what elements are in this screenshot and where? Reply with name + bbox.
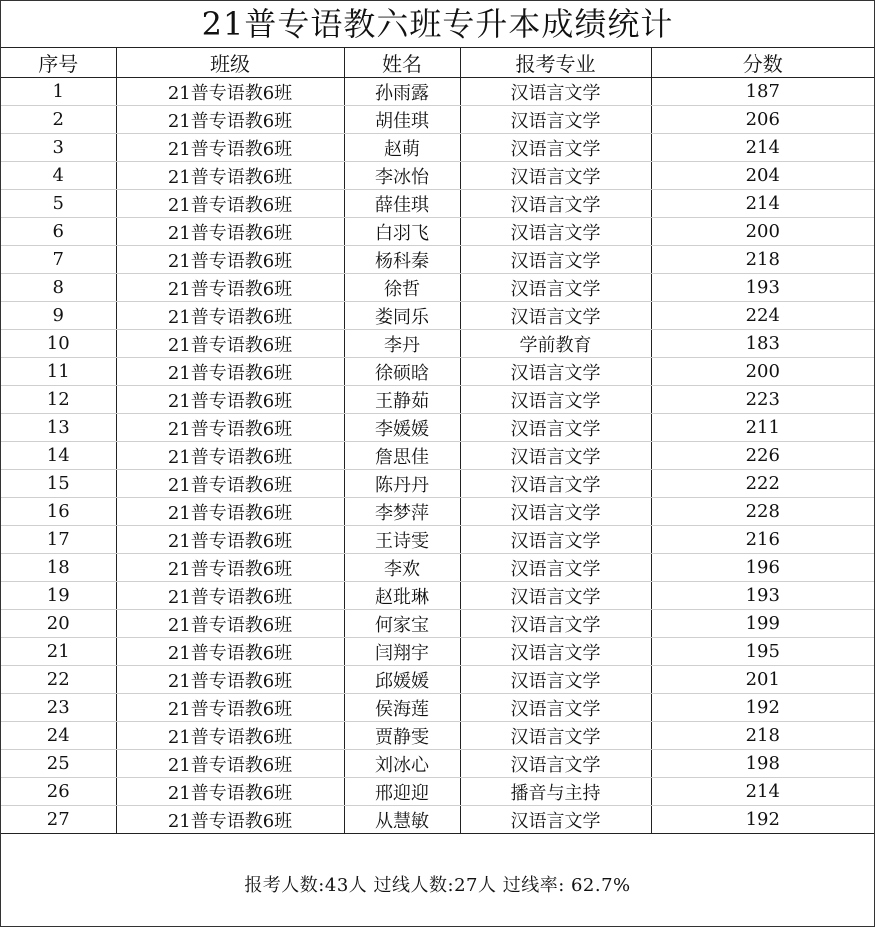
cell-no: 15 [1, 470, 116, 498]
cell-score: 192 [651, 694, 874, 722]
cell-no: 20 [1, 610, 116, 638]
cell-score: 200 [651, 358, 874, 386]
cell-no: 4 [1, 162, 116, 190]
cell-name: 从慧敏 [344, 806, 460, 834]
cell-score: 214 [651, 778, 874, 806]
cell-class: 21普专语教6班 [116, 610, 344, 638]
cell-class: 21普专语教6班 [116, 582, 344, 610]
cell-score: 204 [651, 162, 874, 190]
cell-no: 27 [1, 806, 116, 834]
cell-class: 21普专语教6班 [116, 274, 344, 302]
cell-name: 娄同乐 [344, 302, 460, 330]
table-row [1, 750, 874, 778]
cell-class: 21普专语教6班 [116, 330, 344, 358]
cell-no: 3 [1, 134, 116, 162]
cell-major: 汉语言文学 [460, 162, 651, 190]
cell-name: 闫翔宇 [344, 638, 460, 666]
cell-no: 17 [1, 526, 116, 554]
table-row [1, 78, 874, 106]
cell-name: 邱媛媛 [344, 666, 460, 694]
table-row [1, 694, 874, 722]
cell-no: 22 [1, 666, 116, 694]
cell-name: 王诗雯 [344, 526, 460, 554]
cell-class: 21普专语教6班 [116, 218, 344, 246]
cell-major: 汉语言文学 [460, 638, 651, 666]
table-row [1, 638, 874, 666]
table-row [1, 806, 874, 834]
cell-score: 216 [651, 526, 874, 554]
cell-class: 21普专语教6班 [116, 190, 344, 218]
table-row [1, 582, 874, 610]
cell-major: 汉语言文学 [460, 554, 651, 582]
cell-name: 杨科秦 [344, 246, 460, 274]
table-row [1, 162, 874, 190]
cell-class: 21普专语教6班 [116, 806, 344, 834]
table-row [1, 666, 874, 694]
cell-score: 187 [651, 78, 874, 106]
cell-score: 223 [651, 386, 874, 414]
cell-class: 21普专语教6班 [116, 162, 344, 190]
table-row [1, 554, 874, 582]
header-score: 分数 [651, 48, 874, 78]
table-row [1, 246, 874, 274]
cell-class: 21普专语教6班 [116, 302, 344, 330]
cell-name: 詹思佳 [344, 442, 460, 470]
cell-no: 11 [1, 358, 116, 386]
cell-name: 孙雨露 [344, 78, 460, 106]
cell-class: 21普专语教6班 [116, 470, 344, 498]
cell-no: 1 [1, 78, 116, 106]
cell-major: 汉语言文学 [460, 358, 651, 386]
cell-major: 汉语言文学 [460, 526, 651, 554]
cell-class: 21普专语教6班 [116, 386, 344, 414]
cell-major: 汉语言文学 [460, 78, 651, 106]
cell-major: 汉语言文学 [460, 498, 651, 526]
cell-name: 陈丹丹 [344, 470, 460, 498]
cell-major: 汉语言文学 [460, 806, 651, 834]
header-name: 姓名 [344, 48, 460, 78]
table-row [1, 442, 874, 470]
cell-no: 9 [1, 302, 116, 330]
cell-score: 201 [651, 666, 874, 694]
cell-no: 25 [1, 750, 116, 778]
cell-score: 183 [651, 330, 874, 358]
table-row [1, 274, 874, 302]
cell-no: 10 [1, 330, 116, 358]
cell-score: 193 [651, 582, 874, 610]
cell-no: 16 [1, 498, 116, 526]
table-row [1, 414, 874, 442]
table-row [1, 498, 874, 526]
header-major: 报考专业 [460, 48, 651, 78]
cell-class: 21普专语教6班 [116, 106, 344, 134]
cell-no: 6 [1, 218, 116, 246]
cell-major: 汉语言文学 [460, 470, 651, 498]
cell-class: 21普专语教6班 [116, 498, 344, 526]
table-row [1, 526, 874, 554]
cell-class: 21普专语教6班 [116, 246, 344, 274]
cell-score: 222 [651, 470, 874, 498]
cell-no: 19 [1, 582, 116, 610]
cell-major: 汉语言文学 [460, 414, 651, 442]
table-row [1, 778, 874, 806]
cell-major: 汉语言文学 [460, 218, 651, 246]
table-row [1, 330, 874, 358]
summary-text: 报考人数:43人 过线人数:27人 过线率: 62.7% [244, 875, 631, 896]
cell-score: 193 [651, 274, 874, 302]
cell-class: 21普专语教6班 [116, 358, 344, 386]
cell-name: 薛佳琪 [344, 190, 460, 218]
cell-no: 14 [1, 442, 116, 470]
score-table [1, 48, 874, 834]
sheet-title: 21普专语教六班专升本成绩统计 [1, 1, 874, 48]
cell-major: 汉语言文学 [460, 274, 651, 302]
header-class: 班级 [116, 48, 344, 78]
cell-no: 23 [1, 694, 116, 722]
cell-name: 王静茹 [344, 386, 460, 414]
cell-name: 胡佳琪 [344, 106, 460, 134]
cell-major: 汉语言文学 [460, 666, 651, 694]
cell-class: 21普专语教6班 [116, 78, 344, 106]
cell-major: 汉语言文学 [460, 302, 651, 330]
cell-score: 224 [651, 302, 874, 330]
cell-name: 李梦萍 [344, 498, 460, 526]
cell-name: 徐哲 [344, 274, 460, 302]
cell-name: 李丹 [344, 330, 460, 358]
cell-no: 24 [1, 722, 116, 750]
cell-no: 12 [1, 386, 116, 414]
cell-major: 学前教育 [460, 330, 651, 358]
cell-major: 汉语言文学 [460, 106, 651, 134]
table-row [1, 106, 874, 134]
header-no: 序号 [1, 48, 116, 78]
table-row [1, 218, 874, 246]
cell-class: 21普专语教6班 [116, 722, 344, 750]
cell-no: 5 [1, 190, 116, 218]
table-row [1, 358, 874, 386]
cell-major: 汉语言文学 [460, 134, 651, 162]
cell-major: 播音与主持 [460, 778, 651, 806]
table-row [1, 722, 874, 750]
cell-no: 26 [1, 778, 116, 806]
header-row [1, 48, 874, 78]
cell-score: 218 [651, 722, 874, 750]
cell-score: 200 [651, 218, 874, 246]
cell-no: 8 [1, 274, 116, 302]
cell-score: 196 [651, 554, 874, 582]
cell-no: 21 [1, 638, 116, 666]
table-row [1, 610, 874, 638]
cell-major: 汉语言文学 [460, 190, 651, 218]
cell-class: 21普专语教6班 [116, 694, 344, 722]
cell-class: 21普专语教6班 [116, 554, 344, 582]
cell-name: 侯海莲 [344, 694, 460, 722]
cell-name: 李媛媛 [344, 414, 460, 442]
cell-name: 赵玭琳 [344, 582, 460, 610]
cell-score: 211 [651, 414, 874, 442]
cell-no: 7 [1, 246, 116, 274]
cell-major: 汉语言文学 [460, 386, 651, 414]
table-row [1, 386, 874, 414]
cell-name: 赵萌 [344, 134, 460, 162]
cell-class: 21普专语教6班 [116, 414, 344, 442]
cell-score: 226 [651, 442, 874, 470]
cell-major: 汉语言文学 [460, 442, 651, 470]
cell-score: 214 [651, 190, 874, 218]
cell-no: 18 [1, 554, 116, 582]
cell-score: 195 [651, 638, 874, 666]
table-row [1, 190, 874, 218]
cell-name: 李欢 [344, 554, 460, 582]
table-row [1, 302, 874, 330]
cell-class: 21普专语教6班 [116, 526, 344, 554]
table-row [1, 470, 874, 498]
cell-name: 刘冰心 [344, 750, 460, 778]
cell-name: 徐硕晗 [344, 358, 460, 386]
cell-name: 贾静雯 [344, 722, 460, 750]
cell-score: 214 [651, 134, 874, 162]
cell-name: 何家宝 [344, 610, 460, 638]
cell-class: 21普专语教6班 [116, 778, 344, 806]
cell-score: 228 [651, 498, 874, 526]
cell-major: 汉语言文学 [460, 722, 651, 750]
table-row [1, 134, 874, 162]
cell-name: 邢迎迎 [344, 778, 460, 806]
cell-class: 21普专语教6班 [116, 666, 344, 694]
cell-major: 汉语言文学 [460, 694, 651, 722]
cell-score: 206 [651, 106, 874, 134]
cell-no: 2 [1, 106, 116, 134]
cell-class: 21普专语教6班 [116, 134, 344, 162]
cell-score: 192 [651, 806, 874, 834]
cell-score: 199 [651, 610, 874, 638]
cell-major: 汉语言文学 [460, 246, 651, 274]
cell-major: 汉语言文学 [460, 582, 651, 610]
cell-major: 汉语言文学 [460, 610, 651, 638]
cell-class: 21普专语教6班 [116, 638, 344, 666]
cell-name: 李冰怡 [344, 162, 460, 190]
cell-major: 汉语言文学 [460, 750, 651, 778]
cell-score: 198 [651, 750, 874, 778]
cell-name: 白羽飞 [344, 218, 460, 246]
cell-no: 13 [1, 414, 116, 442]
cell-score: 218 [651, 246, 874, 274]
cell-class: 21普专语教6班 [116, 442, 344, 470]
cell-class: 21普专语教6班 [116, 750, 344, 778]
